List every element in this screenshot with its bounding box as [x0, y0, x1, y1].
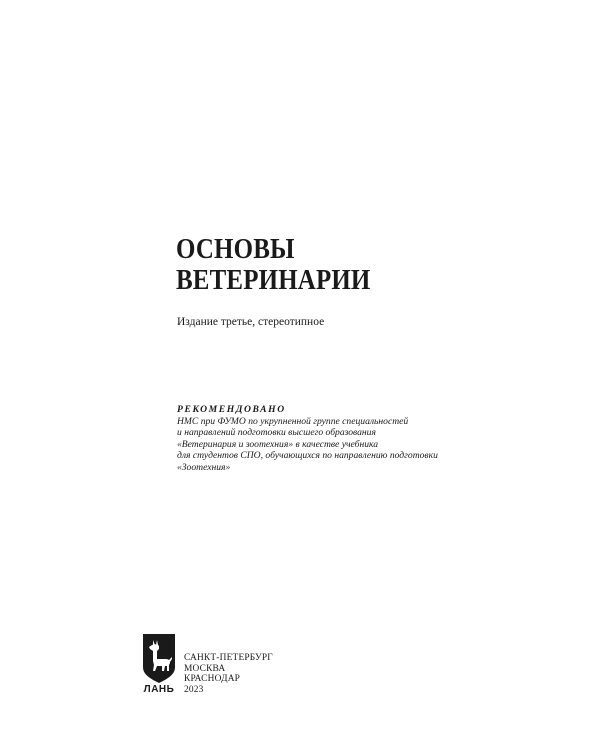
title-line-1: ОСНОВЫ: [176, 233, 295, 265]
recommendation-line: для студентов СПО, обучающихся по направлению подготовки: [177, 450, 438, 462]
recommendation-line: НМС при ФУМО по укрупненной группе специальностей: [177, 415, 409, 427]
title-line-2: ВЕТЕРИНАРИИ: [176, 264, 371, 296]
publisher-imprint: [184, 653, 273, 695]
recommendation-heading: РЕКОМЕНДОВАНО: [177, 404, 286, 415]
publisher-logo-icon: [142, 633, 176, 693]
city-name: САНКТ-ПЕТЕРБУРГ: [184, 653, 273, 663]
book-title: [176, 234, 371, 296]
logo-text: ЛАНЬ: [143, 684, 175, 693]
publication-year: 2023: [184, 684, 204, 695]
edition-note: Издание третье, стереотипное: [177, 316, 325, 328]
city-name: МОСКВА: [184, 663, 226, 674]
recommendation-line: «Зоотехния»: [177, 461, 231, 473]
recommendation-block: [177, 404, 438, 474]
recommendation-line: и направлений подготовки высшего образования: [177, 427, 376, 439]
recommendation-line: «Ветеринария и зоотехния» в качестве учебника: [177, 438, 379, 450]
city-name: КРАСНОДАР: [184, 674, 241, 685]
